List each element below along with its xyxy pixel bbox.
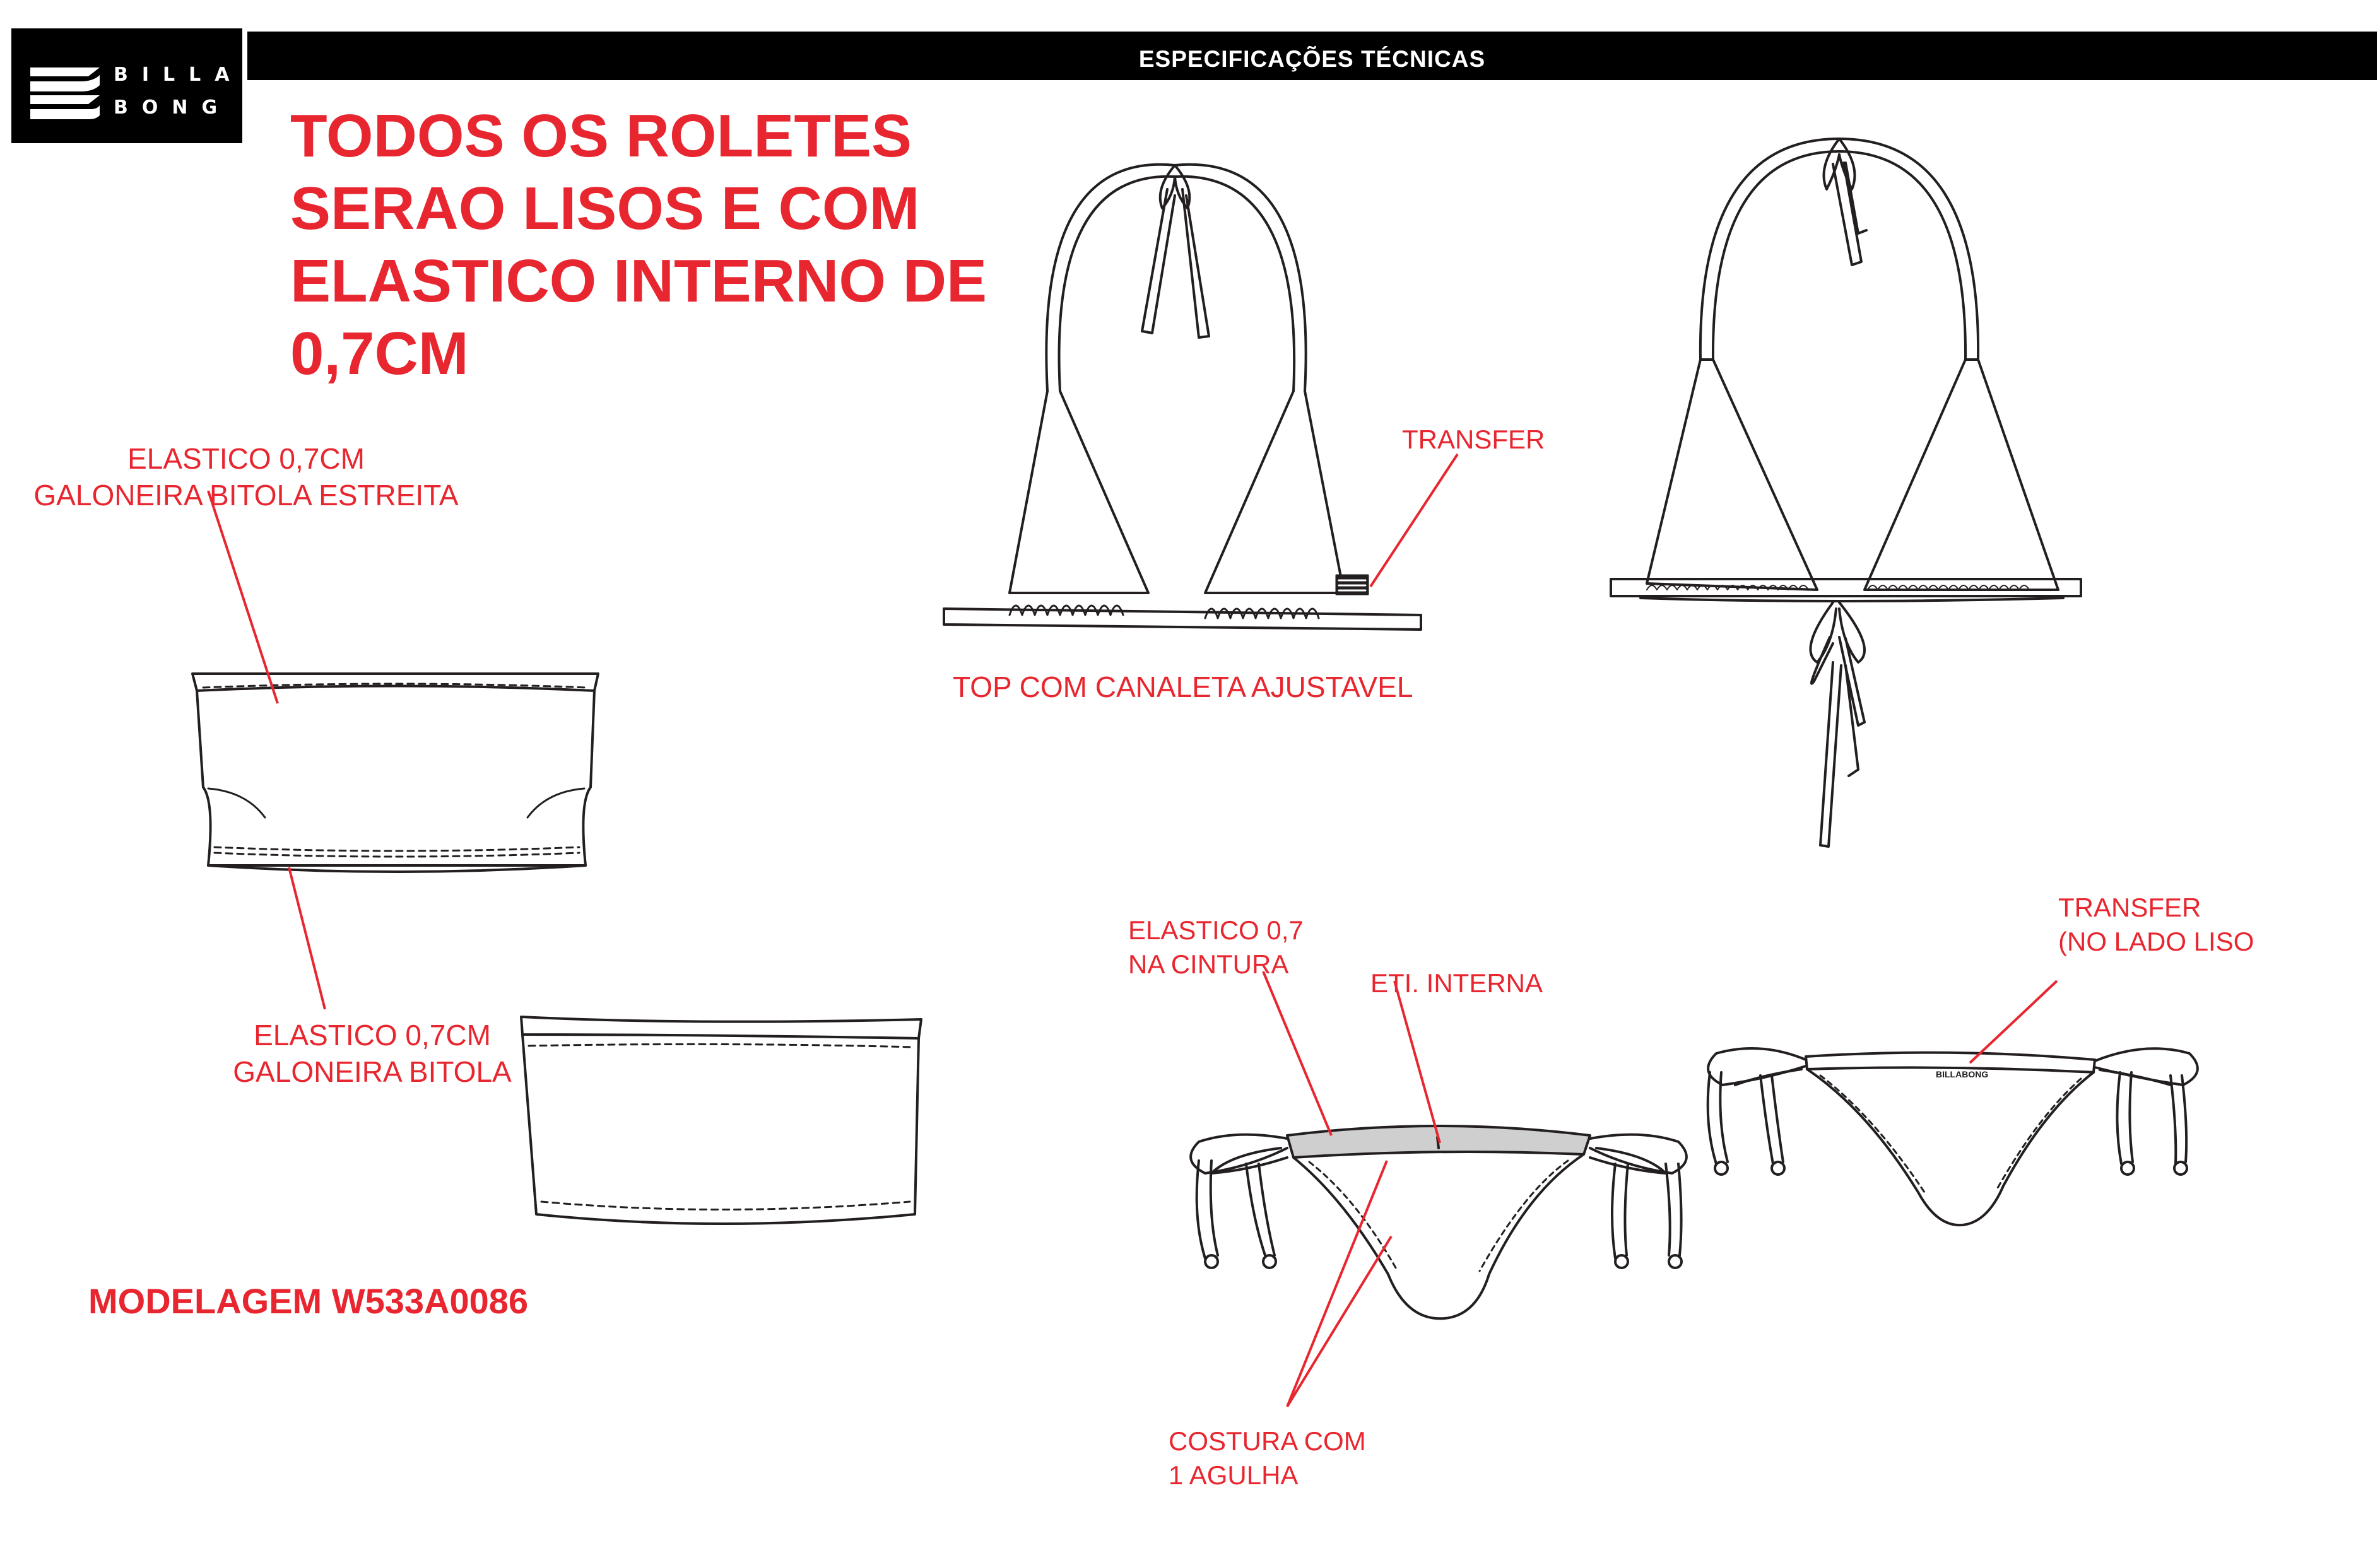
brand-logo-line-2: BONG bbox=[114, 97, 232, 119]
transfer-bottom-label bbox=[2058, 891, 2254, 959]
triangle-top-front-drawing bbox=[944, 165, 1421, 630]
elastic-waist-label bbox=[1128, 913, 1304, 982]
bandeau-top-label-line-1: ELASTICO 0,7CM bbox=[127, 442, 365, 475]
top-caption: TOP COM CANALETA AJUSTAVEL bbox=[953, 671, 1413, 703]
bottom-brand-tag: BILLABONG bbox=[1936, 1069, 1989, 1079]
page-title: ESPECIFICAÇÕES TÉCNICAS bbox=[1138, 46, 1486, 72]
elastic-waist-label-line-2: NA CINTURA bbox=[1128, 949, 1289, 979]
bandeau-top-label-line-2: GALONEIRA BITOLA ESTREITA bbox=[33, 479, 459, 512]
bandeau-bottom-label-line-1: ELASTICO 0,7CM bbox=[254, 1019, 491, 1052]
transfer-logo-icon bbox=[1336, 575, 1368, 594]
elastic-waist-label-line-1: ELASTICO 0,7 bbox=[1128, 915, 1304, 945]
triangle-top-back-drawing bbox=[1611, 139, 2081, 847]
seam-label-line-1: COSTURA COM bbox=[1169, 1426, 1366, 1456]
inner-label-note: ETI. INTERNA bbox=[1370, 968, 1543, 998]
brand-logo-line-1: BILLA bbox=[114, 64, 244, 86]
transfer-bottom-label-line-1: TRANSFER bbox=[2058, 893, 2201, 922]
transfer-bottom-label-line-2: (NO LADO LISO bbox=[2058, 927, 2254, 956]
bikini-bottom-front-drawing bbox=[1191, 1126, 1687, 1318]
seam-label-line-2: 1 AGULHA bbox=[1169, 1460, 1299, 1490]
pattern-code: MODELAGEM W533A0086 bbox=[88, 1281, 529, 1321]
seam-label bbox=[1169, 1424, 1366, 1492]
transfer-top-label: TRANSFER bbox=[1402, 425, 1545, 454]
bandeau-bottom-label-line-2: GALONEIRA BITOLA bbox=[233, 1055, 512, 1088]
bandeau-front-drawing bbox=[192, 674, 598, 872]
bandeau-top-label bbox=[25, 440, 467, 513]
bandeau-bottom-label bbox=[151, 1017, 593, 1090]
construction-note: TODOS OS ROLETES SERAO LISOS E COM ELASTICO INTERNO DE 0,7CM bbox=[290, 102, 987, 387]
